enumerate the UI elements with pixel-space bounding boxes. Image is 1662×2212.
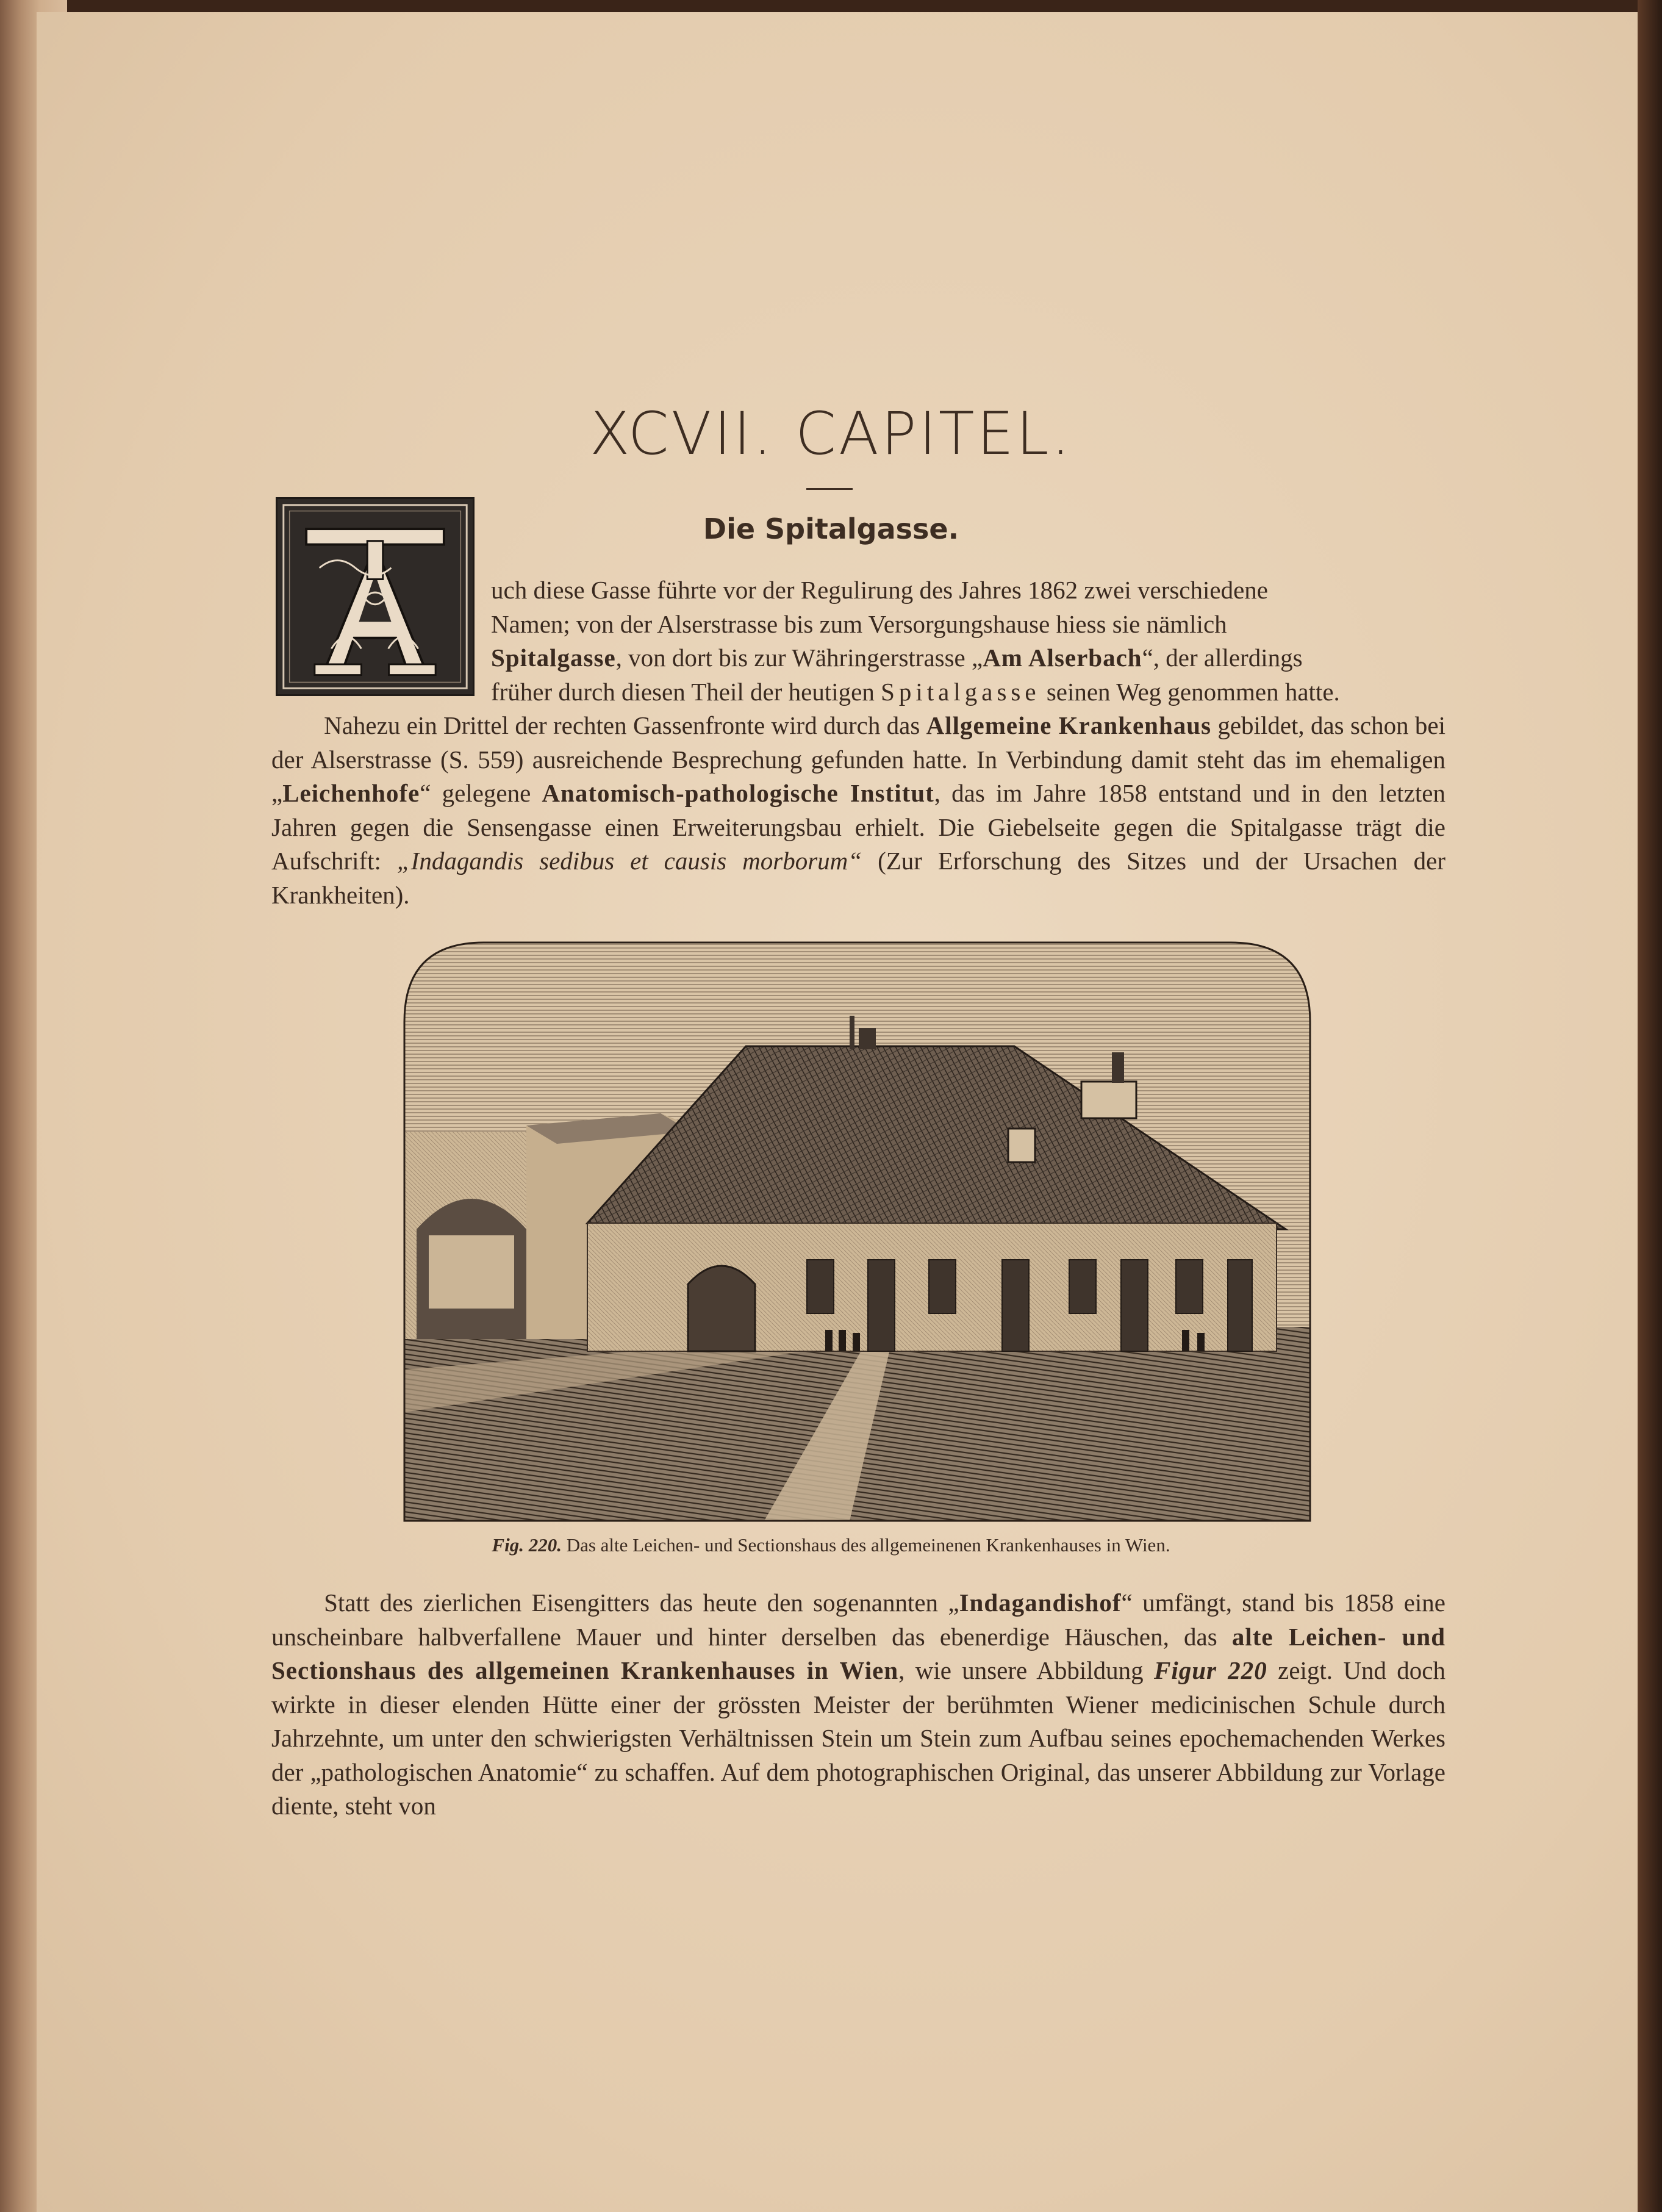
spaced-spitalgasse: Spitalgasse bbox=[881, 677, 1041, 706]
intro-line-4 bbox=[271, 675, 1445, 709]
paragraph-krankenhaus bbox=[271, 709, 1445, 912]
p3-mid-1: “ umfängt, stand bis 1858 eine unscheinbare halbverfallene Mauer und hinter derselben das ebenerdige Häuschen, das bbox=[271, 1589, 1445, 1651]
p3-start: Statt des zierlichen Eisengitters das heute den sogenannten „ bbox=[324, 1589, 959, 1617]
fraktur-indagandishof: Indagandishof bbox=[959, 1589, 1122, 1617]
chapter-subtitle: Die Spitalgasse. bbox=[703, 512, 959, 545]
p3-end: zeigt. Und doch wirkte in dieser elenden Hütte einer der grössten Meister der berühmten Wiener medicinischen Schule durch Jahrzehnte, um unter den schwierigsten Verhältnissen Stein um Stein zum Aufbau seines epochemachenden Werkes der „pathologischen Anatomie“ zu schaffen. Auf dem photographischen Original, das unserer Abbildung zur Vorlage diente, steht von bbox=[271, 1656, 1445, 1820]
figure-caption bbox=[0, 1534, 1662, 1556]
intro-line-4-end: seinen Weg genommen hatte. bbox=[1040, 677, 1340, 706]
intro-line-3 bbox=[271, 641, 1445, 675]
p3-mid-2: , wie unsere Abbildung bbox=[898, 1656, 1154, 1684]
engraving-old-dissection-house bbox=[404, 943, 1310, 1521]
intro-line-2: Namen; von der Alserstrasse bis zum Versorgungshause hiess sie nämlich bbox=[491, 609, 1227, 638]
engraving-figure bbox=[404, 943, 1310, 1521]
fraktur-leichenhofe: Leichenhofe bbox=[282, 779, 420, 807]
book-edge-right bbox=[1638, 0, 1662, 2212]
fraktur-anatomisch-institut: Anatomisch-pathologische Institut bbox=[542, 779, 934, 807]
paragraph-3 bbox=[271, 1586, 1445, 1823]
figure-label: Fig. 220. bbox=[492, 1534, 562, 1556]
p2-mid-2: “ gelegene bbox=[420, 779, 542, 807]
intro-line-3-end: “, der allerdings bbox=[1142, 644, 1303, 672]
figure-caption-text: Das alte Leichen- und Sectionshaus des allgemeinenen Krankenhauses in Wien. bbox=[566, 1534, 1170, 1556]
intro-line-3-mid: , von dort bis zur Währingerstrasse „ bbox=[615, 644, 983, 672]
fraktur-sectionshaus: alte Leichen- und Sectionshaus des allgemeinen Krankenhauses in Wien bbox=[271, 1622, 1445, 1684]
p2-start: Nahezu ein Drittel der rechten Gassenfronte wird durch das bbox=[324, 711, 926, 739]
fraktur-allgemeine-krankenhaus: Allgemeine Krankenhaus bbox=[926, 711, 1212, 739]
paragraph-intro bbox=[271, 573, 1445, 912]
figure-reference: Figur 220 bbox=[1154, 1656, 1267, 1684]
intro-line-1: uch diese Gasse führte vor der Regulirung des Jahres 1862 zwei verschiedene bbox=[491, 576, 1268, 604]
fraktur-am-alserbach: Am Alserbach bbox=[983, 644, 1142, 672]
chapter-title: XCVII. CAPITEL. bbox=[589, 400, 1073, 468]
fraktur-spitalgasse: Spitalgasse bbox=[491, 644, 616, 672]
p2-mid-1: gebildet, das schon bei der Alserstrasse (S. 559) ausreichende Besprechung gefunden hatte. In Verbindung damit steht das im ehemaligen „ bbox=[271, 711, 1445, 807]
p2-end: (Zur Erforschung des Sitzes und der Ursachen der Krankheiten). bbox=[271, 847, 1445, 909]
intro-line-4-pre: früher durch diesen Theil der heutigen bbox=[491, 677, 881, 706]
latin-inscription: „Indagandis sedibus et causis morborum“ bbox=[396, 847, 862, 875]
title-divider bbox=[806, 488, 853, 490]
p2-mid-3: , das im Jahre 1858 entstand und in den letzten Jahren gegen die Sensengasse einen Erweiterungsbau erhielt. Die Giebelseite gegen die Spitalgasse trägt die Aufschrift: bbox=[271, 779, 1445, 875]
paragraph-eisengitter bbox=[271, 1586, 1445, 1823]
